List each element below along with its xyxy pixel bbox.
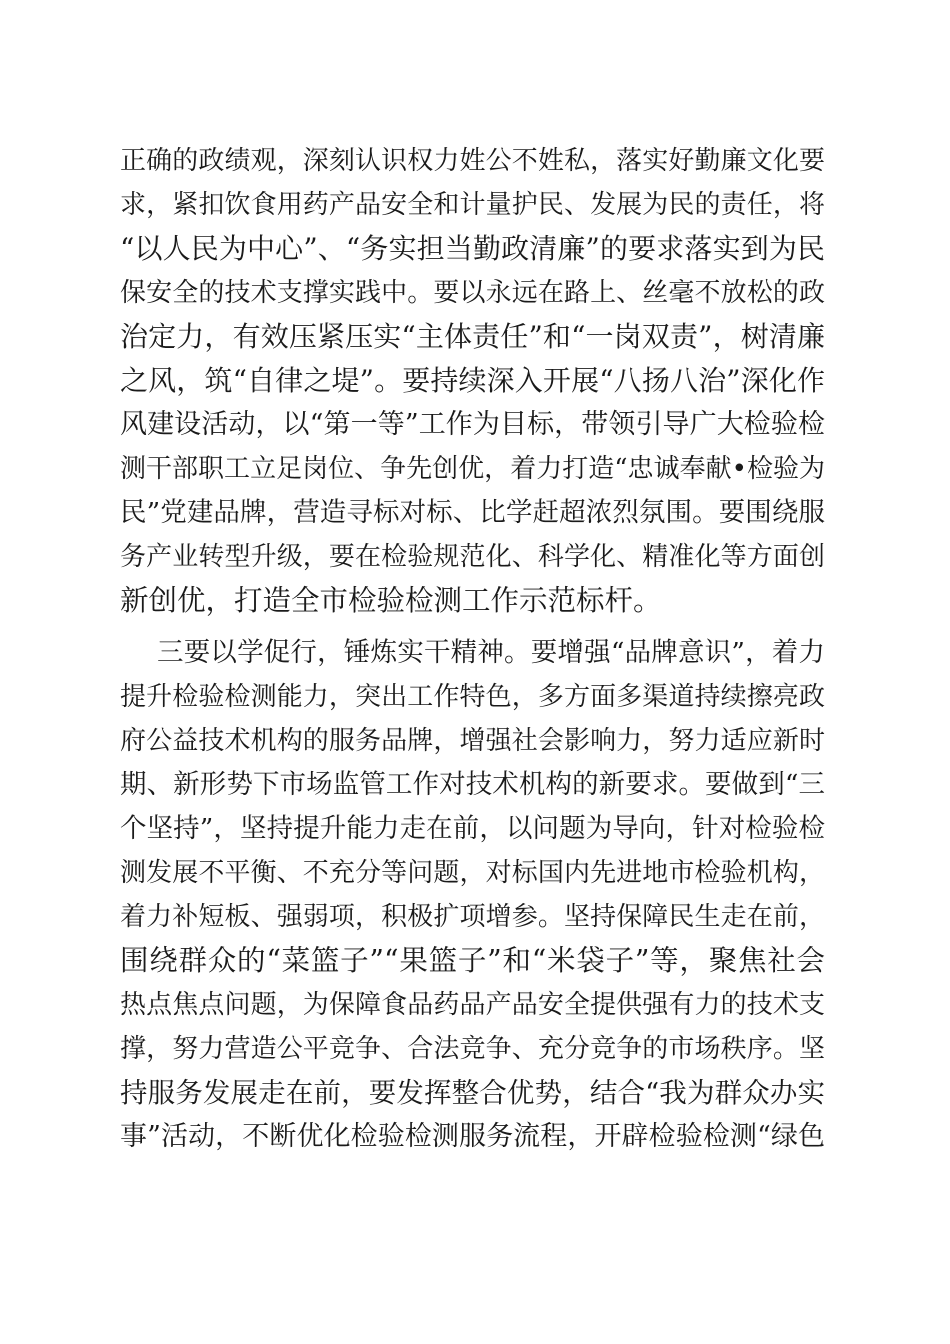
text-line: 府公益技术机构的服务品牌，增强社会影响力，努力适应新时 [120,726,825,756]
text-line: 持服务发展走在前，要发挥整合优势，结合“我为群众办实 [120,1077,825,1109]
text-line: 务产业转型升级，要在检验规范化、科学化、精准化等方面创 [120,542,825,572]
text-line: 风建设活动，以“第一等”工作为目标，带领引导广大检验检 [120,409,825,440]
text-line: 个坚持”，坚持提升能力走在前，以问题为导向，针对检验检 [120,813,825,844]
text-line: 测干部职工立足岗位、争先创优，着力打造“忠诚奉献•检验为 [120,454,825,484]
text-line: 新创优，打造全市检验检测工作示范标杆。 [120,584,662,617]
text-line: 围绕群众的“菜篮子”“果篮子”和“米袋子”等，聚焦社会 [120,944,825,977]
text-line: 热点焦点问题，为保障食品药品产品安全提供强有力的技术支 [120,990,825,1020]
text-line: 事”活动，不断优化检验检测服务流程，开辟检验检测“绿色 [120,1121,825,1152]
text-line: 正确的政绩观，深刻认识权力姓公不姓私，落实好勤廉文化要 [120,146,825,176]
text-line: 期、新形势下市场监管工作对技术机构的新要求。要做到“三 [120,769,825,800]
text-line: “以人民为中心”、“务实担当勤政清廉”的要求落实到为民 [120,232,825,265]
text-line: 求，紧扣饮食用药产品安全和计量护民、发展为民的责任，将 [120,190,825,220]
text-line: 测发展不平衡、不充分等问题，对标国内先进地市检验机构， [120,858,825,888]
text-line: 之风，筑“自律之堤”。要持续深入开展“八扬八治”深化作 [120,364,825,397]
text-line: 撑，努力营造公平竞争、合法竞争、充分竞争的市场秩序。坚 [120,1034,825,1064]
text-line: 保安全的技术支撑实践中。要以永远在路上、丝毫不放松的政 [120,278,825,308]
text-line: 三要以学促行，锤炼实干精神。要增强“品牌意识”，着力 [157,637,825,668]
text-line: 治定力，有效压紧压实“主体责任”和“一岗双责”，树清廉 [120,320,825,353]
text-line: 提升检验检测能力，突出工作特色，多方面多渠道持续擦亮政 [120,682,825,712]
text-line: 民”党建品牌，营造寻标对标、比学赶超浓烈氛围。要围绕服 [120,497,825,528]
text-line: 着力补短板、强弱项，积极扩项增参。坚持保障民生走在前， [120,902,825,932]
